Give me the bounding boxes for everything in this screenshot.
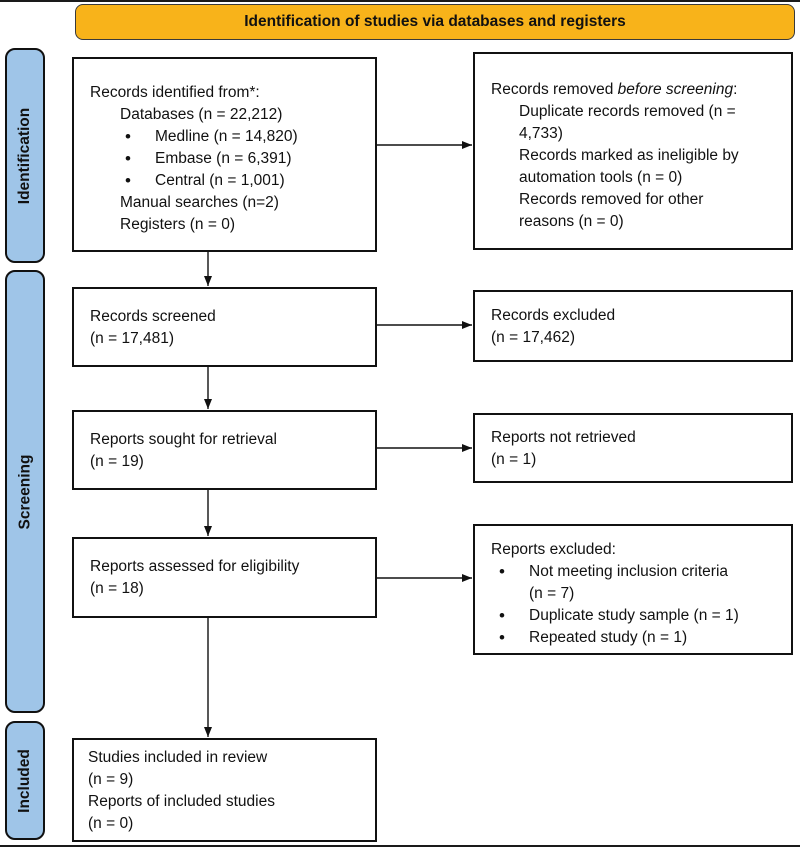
box-line: (n = 9)	[88, 771, 134, 788]
box-records-screened	[72, 287, 377, 367]
bullet-continuation: (n = 7)	[529, 585, 575, 602]
box-line: (n = 17,462)	[491, 329, 576, 346]
box-line: Records removed for other	[519, 191, 704, 208]
title-colon: :	[733, 81, 738, 98]
box-line: Reports of included studies	[88, 793, 275, 810]
box-reports-sought	[72, 410, 377, 490]
box-line: Databases (n = 22,212)	[120, 106, 283, 123]
box-line: Manual searches (n=2)	[120, 194, 279, 211]
box-line: Records excluded	[491, 307, 616, 324]
box-line: reasons (n = 0)	[519, 213, 624, 230]
bullet-item: • Not meeting inclusion criteria	[491, 561, 783, 583]
box-line: Records screened	[90, 308, 216, 325]
stage-label-text: Identification	[16, 107, 34, 204]
box-line: Reports not retrieved	[491, 429, 636, 446]
box-line: Records marked as ineligible by	[519, 147, 739, 164]
bullet-item: • Central (n = 1,001)	[90, 170, 367, 192]
bullet-item: • Medline (n = 14,820)	[90, 126, 367, 148]
stage-label-included	[5, 721, 45, 840]
bullet-item: • Repeated study (n = 1)	[491, 627, 783, 649]
stage-label-text: Screening	[16, 454, 34, 529]
box-reports-assessed	[72, 537, 377, 618]
box-line: (n = 18)	[90, 580, 144, 597]
box-title: Reports excluded:	[491, 541, 616, 558]
stage-label-text: Included	[16, 748, 34, 813]
banner-title: Identification of studies via databases and registers	[244, 13, 626, 30]
box-reports-not-retrieved	[473, 413, 793, 483]
box-studies-included	[72, 738, 377, 842]
bullet-item: • Duplicate study sample (n = 1)	[491, 605, 783, 627]
box-line: 4,733)	[519, 125, 563, 142]
stage-label-identification	[5, 48, 45, 263]
box-line: (n = 1)	[491, 451, 537, 468]
box-line: (n = 17,481)	[90, 330, 175, 347]
box-line: Reports assessed for eligibility	[90, 558, 300, 575]
box-line: Registers (n = 0)	[120, 216, 236, 233]
title-plain: Records removed	[491, 81, 618, 98]
box-title	[491, 79, 783, 101]
box-line: Studies included in review	[88, 749, 268, 766]
box-records-excluded	[473, 290, 793, 362]
banner	[75, 4, 795, 40]
bullet-item: • Embase (n = 6,391)	[90, 148, 367, 170]
stage-label-screening	[5, 270, 45, 713]
box-title: Records identified from*:	[90, 84, 260, 101]
box-line: (n = 19)	[90, 453, 144, 470]
box-line: (n = 0)	[88, 815, 134, 832]
box-records-removed	[473, 52, 793, 250]
figure-top-edge	[0, 0, 800, 2]
box-reports-excluded	[473, 524, 793, 655]
box-records-identified	[72, 57, 377, 252]
title-italic: before screening	[617, 81, 734, 98]
box-line: Reports sought for retrieval	[90, 431, 277, 448]
box-line: automation tools (n = 0)	[519, 169, 683, 186]
box-line: Duplicate records removed (n =	[519, 103, 736, 120]
